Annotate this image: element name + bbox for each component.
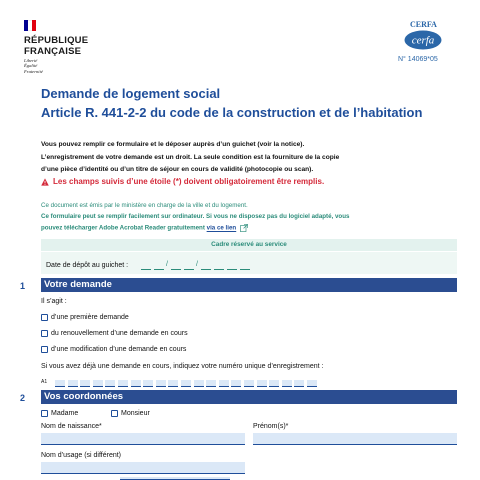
motto-liberte: Liberté [24, 58, 38, 63]
article-title: Article R. 441-2-2 du code de la construction et de l’habitation [41, 105, 423, 120]
reserved-box [41, 252, 457, 274]
checkbox-premiere-demande[interactable] [41, 314, 48, 321]
madame-label: Madame [51, 410, 79, 417]
checkbox-modification[interactable] [41, 346, 48, 353]
numero-unique-digit-box[interactable] [294, 380, 304, 387]
date-digit-box[interactable] [214, 269, 224, 270]
date-digit-box[interactable] [201, 269, 211, 270]
cerfa-logo-text: cerfa [411, 34, 435, 47]
republic-motto [24, 58, 43, 74]
french-flag-logo [24, 20, 36, 31]
warning-icon [41, 178, 49, 186]
option-premiere-demande-label: d’une première demande [51, 314, 129, 321]
info-line-2: Ce formulaire peut se remplir facilement sur ordinateur. Si vous ne disposez pas du logiciel adapté, vous [41, 213, 350, 220]
numero-unique-digit-box[interactable] [282, 380, 292, 387]
date-depot-label: Date de dépôt au guichet : [46, 262, 129, 269]
numero-unique-digit-box[interactable] [257, 380, 267, 387]
warning-text: Les champs suivis d’une étoile (*) doivent obligatoirement être remplis. [53, 177, 325, 186]
option-renouvellement-label: du renouvellement d’une demande en cours [51, 330, 188, 337]
section-2-header: Vos coordonnées [41, 390, 457, 404]
checkbox-renouvellement[interactable] [41, 330, 48, 337]
nom-usage-field[interactable] [41, 462, 245, 474]
numero-unique-digit-box[interactable] [181, 380, 191, 387]
checkbox-madame[interactable] [41, 410, 48, 417]
download-link[interactable]: via ce lien [206, 224, 237, 232]
date-digit-box[interactable] [141, 269, 151, 270]
republique-francaise-logo [24, 35, 88, 57]
checkbox-monsieur[interactable] [111, 410, 118, 417]
numero-unique-digit-box[interactable] [269, 380, 279, 387]
section-2-number: 2 [20, 393, 26, 403]
date-digit-box[interactable] [227, 269, 237, 270]
numero-unique-digit-box[interactable] [231, 380, 241, 387]
nom-naissance-label: Nom de naissance* [41, 423, 102, 430]
nom-naissance-field[interactable] [41, 433, 245, 445]
section-1-header: Votre demande [41, 278, 457, 292]
info-line-3 [41, 224, 248, 232]
intro-line-2: L’enregistrement de votre demande est un droit. La seule condition est la fourniture de la copie [41, 154, 340, 161]
il-sagit-label: Il s’agit : [41, 298, 67, 305]
numero-unique-digit-box[interactable] [93, 380, 103, 387]
cerfa-number: N° 14069*05 [398, 56, 438, 63]
date-separator: / [196, 261, 198, 268]
numero-unique-digit-box[interactable] [143, 380, 153, 387]
reserved-box-header: Cadre réservé au service [41, 239, 457, 251]
numero-unique-digit-box[interactable] [219, 380, 229, 387]
date-digit-box[interactable] [240, 269, 250, 270]
numero-unique-digit-box[interactable] [80, 380, 90, 387]
monsieur-label: Monsieur [121, 410, 150, 417]
date-separator: / [166, 261, 168, 268]
info-line-1: Ce document est émis par le ministère en charge de la ville et du logement. [41, 202, 248, 209]
numero-unique-digit-box[interactable] [105, 380, 115, 387]
numero-unique-digit-box[interactable] [68, 380, 78, 387]
required-fields-warning [41, 177, 324, 186]
numero-unique-digit-box[interactable] [156, 380, 166, 387]
cerfa-logo [404, 30, 442, 50]
date-digit-box[interactable] [154, 269, 164, 270]
numero-unique-digit-box[interactable] [168, 380, 178, 387]
motto-egalite: Égalité [24, 63, 38, 69]
a1-label: A1 [41, 379, 48, 385]
date-digit-box[interactable] [184, 269, 194, 270]
numero-unique-digit-box[interactable] [206, 380, 216, 387]
section-1-number: 1 [20, 281, 26, 291]
date-digit-box[interactable] [171, 269, 181, 270]
numero-unique-digit-box[interactable] [194, 380, 204, 387]
motto-fraternite: Fraternité [24, 68, 43, 74]
info-line-3-text: pouvez télécharger Adobe Acrobat Reader gratuitement [41, 224, 205, 232]
external-link-icon[interactable] [240, 224, 248, 232]
numero-unique-digit-box[interactable] [307, 380, 317, 387]
numero-unique-label: Si vous avez déjà une demande en cours, indiquez votre numéro unique d’enregistrement : [41, 363, 324, 370]
option-modification-label: d’une modification d’une demande en cours [51, 346, 187, 353]
republique-line2: FRANÇAISE [24, 46, 82, 57]
numero-unique-digit-box[interactable] [118, 380, 128, 387]
intro-line-1: Vous pouvez remplir ce formulaire et le déposer auprès d’un guichet (voir la notice). [41, 141, 305, 148]
prenoms-field[interactable] [253, 433, 457, 445]
numero-unique-digit-box[interactable] [55, 380, 65, 387]
republique-line1: RÉPUBLIQUE [24, 35, 89, 46]
prenoms-label: Prénom(s)* [253, 423, 289, 430]
nom-usage-label: Nom d’usage (si différent) [41, 452, 122, 459]
cerfa-label: CERFA [410, 20, 437, 29]
numero-unique-digit-box[interactable] [244, 380, 254, 387]
intro-line-3: d’une pièce d’identité ou d’un titre de séjour en cours de validité (photocopie ou scan). [41, 166, 314, 173]
numero-unique-digit-box[interactable] [131, 380, 141, 387]
page-title: Demande de logement social [41, 86, 221, 101]
